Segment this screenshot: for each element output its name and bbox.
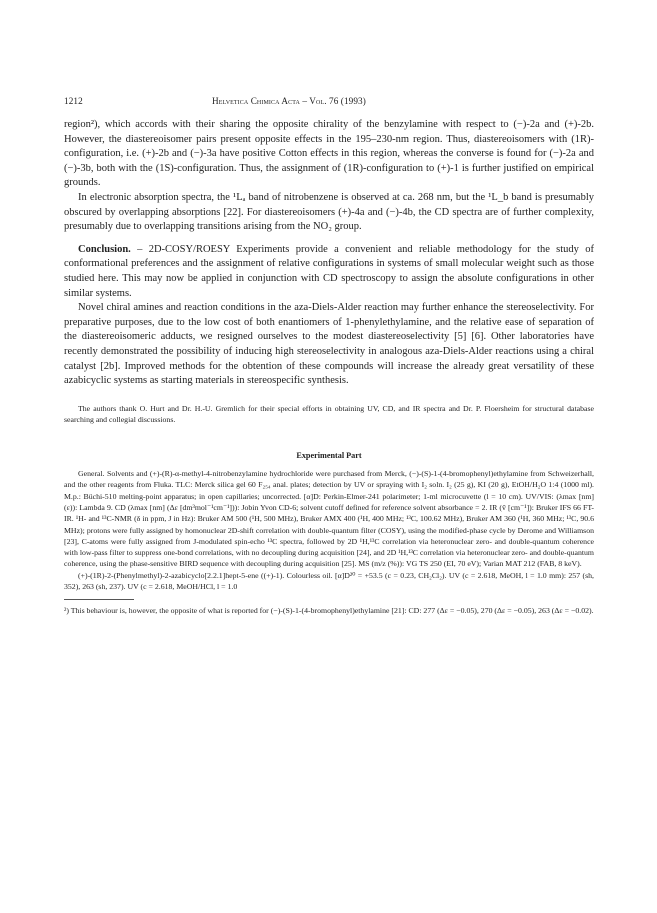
paragraph-cotton-effects: region²), which accords with their sharing the opposite chirality of the benzylamine with respect to (−)-2a and (+)-2b. However, the diastereoisomer pairs present opposite effects in the 195–230-nm region. Thus, diastereoisomers with (1R)-configuration, i.e. (+)-2b and (−)-3a have positive Cotton effects in this region, whereas the converse is found for (−)-2a and (−)-3b, both with the (1S)-configuration. Thus, the assignment of (1R)-configuration to (+)-1 is further justified on empirical grounds. bbox=[64, 119, 594, 189]
paragraph-absorption-spectra: In electronic absorption spectra, the ¹Lₐ band of nitrobenzene is observed at ca. 268 nm, but the ¹L_b band is presumably obscured by overlapping absorptions [22]. For diastereoisomers (+)-4a and (−)-4b, the CD spectra are of further complexity, presumably due to overlapping transitions arising from the NO₂ group. bbox=[64, 191, 594, 233]
acknowledgement: The authors thank O. Hurt and Dr. H.-U. Gremlich for their special efforts in obtaining UV, CD, and IR spectra and Dr. P. Floersheim for structural database searching and collegial discussions. bbox=[64, 403, 594, 424]
page-number: 1212 bbox=[64, 96, 83, 106]
experimental-text bbox=[64, 468, 594, 592]
body-text bbox=[64, 118, 594, 389]
paragraph-conclusion bbox=[64, 243, 594, 301]
experimental-heading: Experimental Part bbox=[296, 451, 362, 461]
footnote: ²) This behaviour is, however, the opposite of what is reported for (−)-(S)-1-(4-bromophenyl)ethylamine [21]: CD: 277 (Δε = −0.05), 270 (Δε = −0.05), 263 (Δε = −0.02). bbox=[64, 606, 594, 616]
footnote-rule bbox=[64, 599, 134, 600]
running-header bbox=[64, 96, 594, 106]
experimental-compound: (+)-(1R)-2-(Phenylmethyl)-2-azabicyclo[2.2.1]hept-5-ene ((+)-1). Colourless oil. [α]D²⁰ = +53.5 (c = 0.23, CH₂Cl₂). UV (c = 2.618, MeOH, l = 1.0 mm): 257 (sh, 352), 263 (sh, 237). UV (c = 2.618, MeOH/HCl, l = 1.0 bbox=[64, 570, 594, 592]
paper-page bbox=[64, 96, 594, 617]
experimental-general: General. Solvents and (+)-(R)-α-methyl-4-nitrobenzylamine hydrochloride were purchased from Merck, (−)-(S)-1-(4-bromophenyl)ethylamine from Schweizerhall, and the other reagents from Fluka. TLC: Merck silica gel 60 F₂₅₄ anal. plates; detection by UV or spraying with I₂ soln. I₂ (25 g), KI (20 g), EtOH/H₂O 1:4 (1000 ml). M.p.: Büchi-510 melting-point apparatus; in open capillaries; uncorrected. [α]D: Perkin-Elmer-241 polarimeter; 1-ml microcuvette (l = 10 cm). UV/VIS: (λmax [nm] (ε)): Lambda 9. CD (λmax [nm] (Δε [dm³mol⁻¹cm⁻¹])): Jobin Yvon CD-6; solvent cutoff defined for reference solvent absorbance = 2. IR (ṽ [cm⁻¹]): Bruker IFS 66 FT-IR. ¹H- and ¹³C-NMR (δ in ppm, J in Hz): Bruker AM 500 (¹H, 500 MHz), Bruker AMX 400 (¹H, 400 MHz; ¹³C, 100.62 MHz), Bruker AM 360 (¹H, 360 MHz; ¹³C, 90.6 MHz); protons were fully assigned by homonuclear 2D-shift correlation with double-quantum filter (COSY), using the modified-phase cycle by Derome and Williamson [23], C-atoms were fully assigned from J-modulated spin-echo ¹³C spectra, followed by 2D ¹H,¹³C correlation via heteronuclear zero- and double-quantum coherence with low-pass filter to suppress one-bond correlations, with no decoupling during acquisition [24], and 2D ¹H,¹³C correlation via heteronuclear zero- and double-quantum coherence, using the phase-sensitive BIRD sequence with decoupling during acquisition [25]. MS (m/z (%)): VG TS 250 (EI, 70 eV); Varian MAT 212 (FAB, 8 keV). bbox=[64, 469, 594, 569]
journal-title: Helvetica Chimica Acta – Vol. 76 (1993) bbox=[212, 96, 366, 106]
conclusion-text: – 2D-COSY/ROESY Experiments provide a convenient and reliable methodology for the study of conformational preferences and the assignment of relative configurations in systems of small molecular weight such as those studied here. This may now be applied in conjunction with CD spectroscopy to assign the absolute configurations in other similar systems. bbox=[64, 243, 594, 299]
conclusion-label: Conclusion. bbox=[78, 243, 131, 255]
paragraph-outlook: Novel chiral amines and reaction conditions in the aza-Diels-Alder reaction may further enhance the stereoselectivity. For preparative purposes, due to the low cost of both enantiomers of 1-phenylethylamine, and the relative ease of separation of the diastereoisomeric adducts, we resigned ourselves to the modest diastereoselectivity [5] [6]. Other laboratories have recently demonstrated the possibility of inducing high stereoselectivity in analogous aza-Diels-Alder reactions using a chiral catalyst [2b]. Improved methods for the obtention of these compounds will increase the already great versatility of these azabicyclic systems as starting materials in stereospecific synthesis. bbox=[64, 302, 594, 387]
